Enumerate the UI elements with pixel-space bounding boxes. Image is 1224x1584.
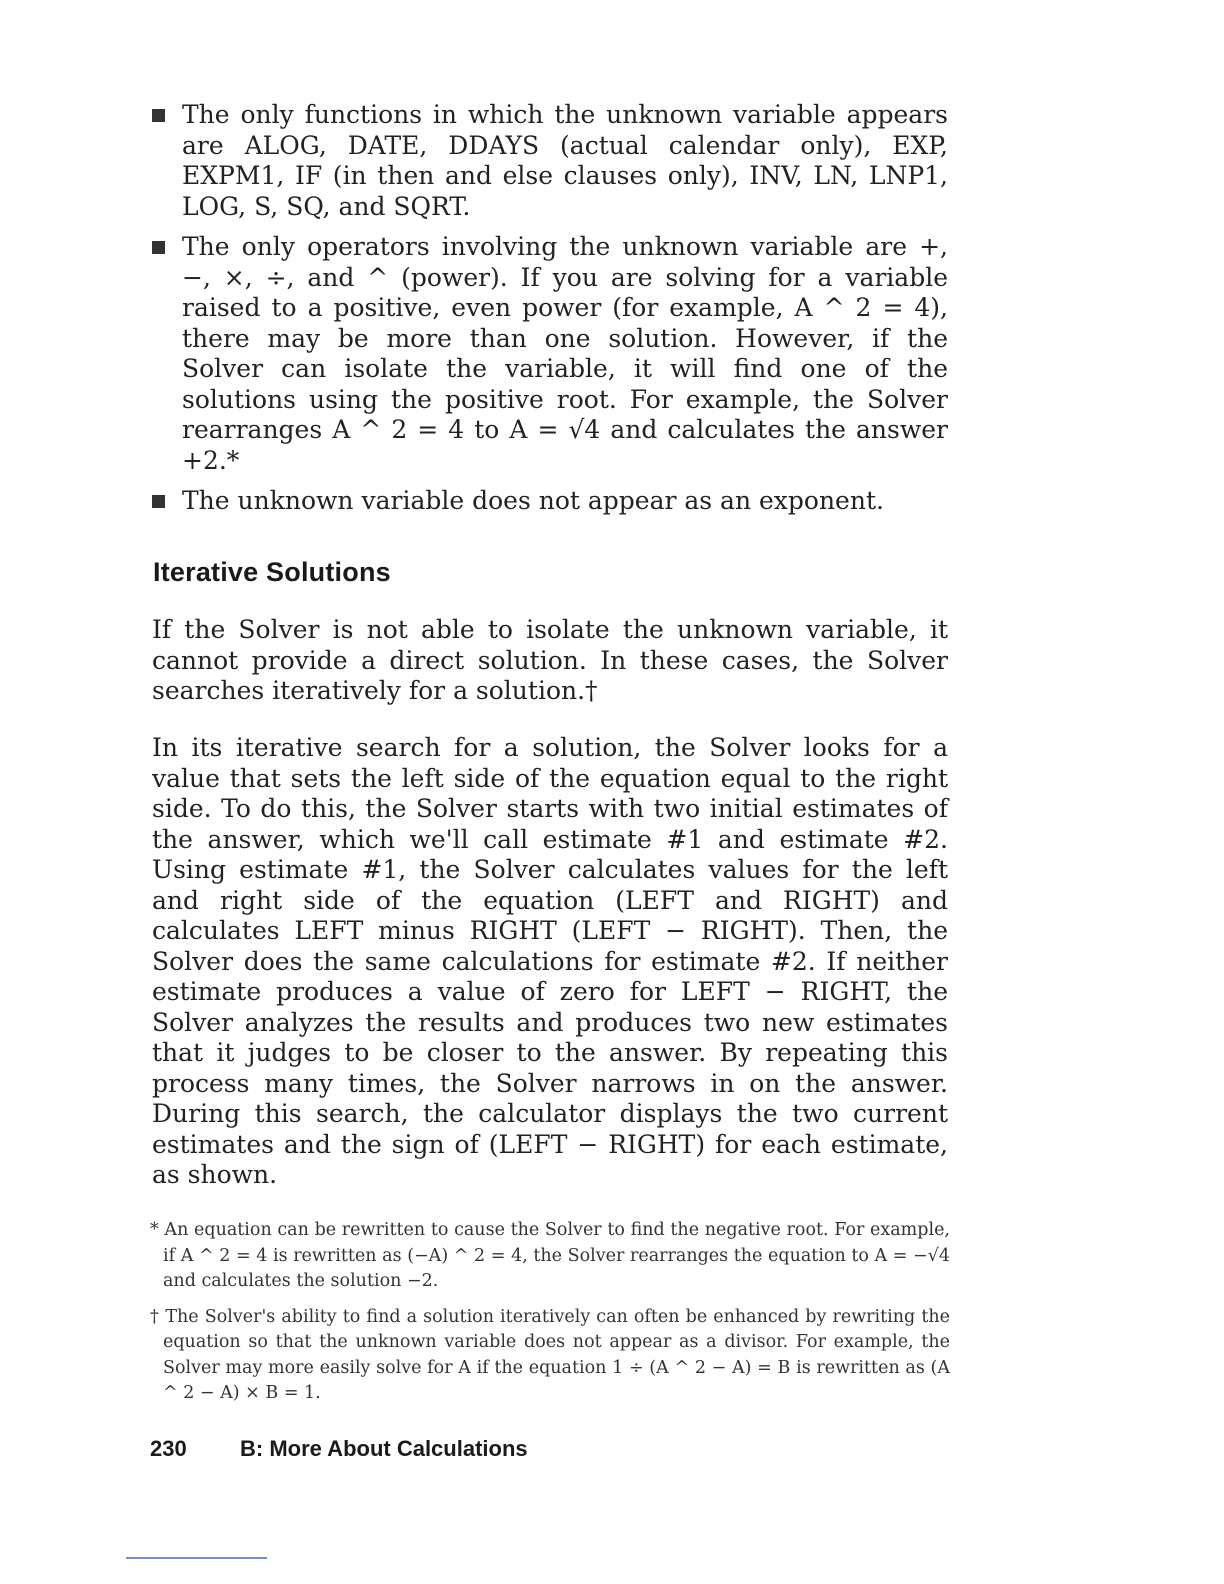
footnote-asterisk: * An equation can be rewritten to cause the Solver to find the negative root. For example, if A ^ 2 = 4 is rewritten as (−A) ^ 2 = 4, the Solver rearranges the equation to A = −√4 and calculates the solution −2. xyxy=(150,1220,950,1291)
bullet-list xyxy=(152,100,948,527)
paragraph-intro: If the Solver is not able to isolate the unknown variable, it cannot provide a direct solution. In these cases, the Solver searches iteratively for a solution.† xyxy=(152,615,948,705)
bullet-square-icon xyxy=(152,241,165,254)
bullet-item xyxy=(152,100,948,222)
bottom-rule xyxy=(126,1557,267,1559)
bullet-square-icon xyxy=(152,109,165,122)
paragraph-iterative-search: In its iterative search for a solution, the Solver looks for a value that sets the left side of the equation equal to the right side. To do this, the Solver starts with two initial estimates of the answer, which we'll call estimate #1 and estimate #2. Using estimate #1, the Solver calculates values for the left and right side of the equation (LEFT and RIGHT) and calculates LEFT minus RIGHT (LEFT − RIGHT). Then, the Solver does the same calculations for estimate #2. If neither estimate produces a value of zero for LEFT − RIGHT, the Solver analyzes the results and produces two new estimates that it judges to be closer to the answer. By repeating this process many times, the Solver narrows in on the answer. During this search, the calculator displays the two current estimates and the sign of (LEFT − RIGHT) for each estimate, as shown. xyxy=(152,733,948,1189)
bullet-item xyxy=(152,486,948,517)
bullet-text: The only functions in which the unknown variable appears are ALOG, DATE, DDAYS (actual calendar only), EXP, EXPM1, IF (in then and else clauses only), INV, LN, LNP1, LOG, S, SQ, and SQRT. xyxy=(182,100,948,221)
chapter-title: B: More About Calculations xyxy=(240,1436,528,1461)
footnote-dagger: † The Solver's ability to find a solution iteratively can often be enhanced by rewriting the equation so that the unknown variable does not appear as a divisor. For example, the Solver may more easily solve for A if the equation 1 ÷ (A ^ 2 − A) = B is rewritten as (A ^ 2 − A) × B = 1. xyxy=(150,1306,950,1403)
page-footer xyxy=(150,1436,528,1462)
section-heading: Iterative Solutions xyxy=(153,557,391,587)
bullet-item xyxy=(152,232,948,476)
bullet-text: The unknown variable does not appear as an exponent. xyxy=(182,486,884,515)
footnotes xyxy=(150,1218,950,1417)
bullet-text: The only operators involving the unknown variable are +, −, ×, ÷, and ^ (power). If you are solving for a variable raised to a positive, even power (for example, A ^ 2 = 4), there may be more than one solution. However, if the Solver can isolate the variable, it will find one of the solutions using the positive root. For example, the Solver rearranges A ^ 2 = 4 to A = √4 and calculates the answer +2.* xyxy=(182,232,948,475)
bullet-square-icon xyxy=(152,495,165,508)
page-number: 230 xyxy=(150,1436,187,1461)
